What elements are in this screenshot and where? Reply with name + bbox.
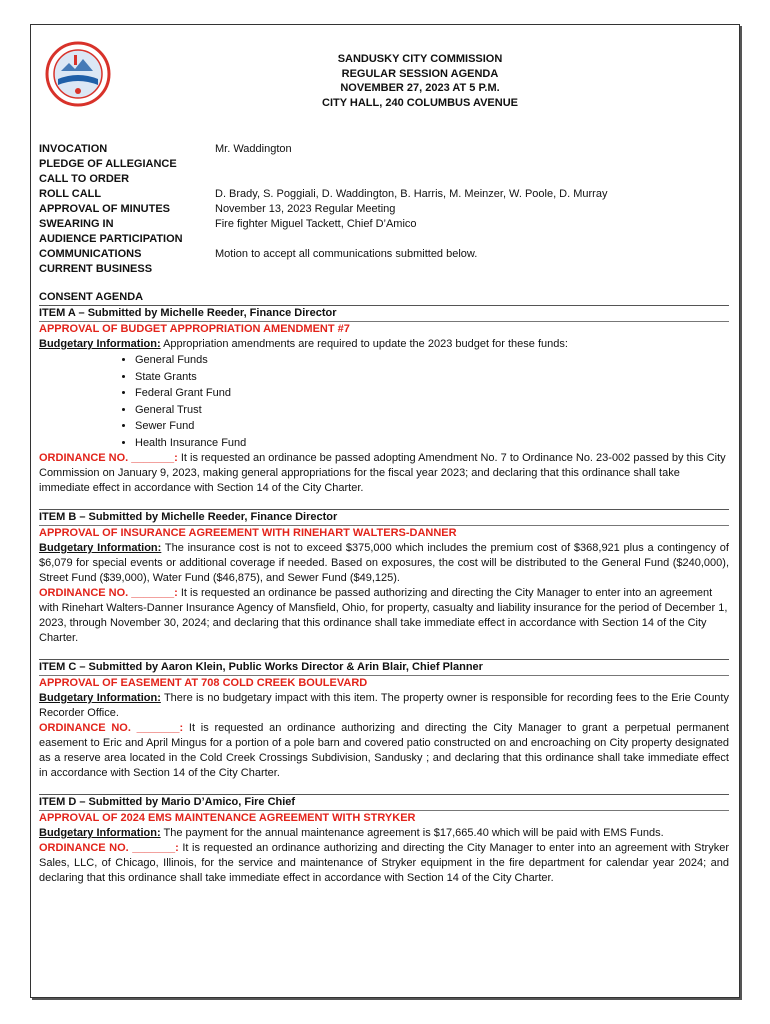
- list-item: • State Grants: [135, 369, 729, 386]
- budget-label: Budgetary Information:: [39, 338, 161, 350]
- agenda-label: ROLL CALL: [39, 188, 102, 200]
- ordinance-text: It is requested an ordinance be passed authorizing and directing the City Manager to enter into an agreement with Rinehart Walters-Danner Insurance Agency of Mansfield, Ohio, for property, casualty and liability insurance for the period of December 1, 2023, through November 30, 2024; and declaring that this ordinance shall take immediate effect in accordance with Section 14 of the City Charter.: [39, 587, 728, 644]
- item-b-title: APPROVAL OF INSURANCE AGREEMENT WITH RINEHART WALTERS-DANNER: [39, 525, 729, 541]
- agenda-header: [31, 52, 739, 110]
- item-b-head: ITEM B – Submitted by Michelle Reeder, Finance Director: [39, 511, 338, 523]
- consent-agenda: [39, 290, 729, 886]
- agenda-label: INVOCATION: [39, 143, 108, 155]
- header-subtitle: REGULAR SESSION AGENDA: [341, 67, 499, 80]
- budget-text: The payment for the annual maintenance agreement is $17,665.40 which will be paid with EMS Funds.: [160, 827, 664, 839]
- item-c-title: APPROVAL OF EASEMENT AT 708 COLD CREEK BOULEVARD: [39, 675, 729, 691]
- list-item: • General Trust: [135, 402, 729, 419]
- header-location: CITY HALL, 240 COLUMBUS AVENUE: [322, 96, 518, 109]
- list-item: • Health Insurance Fund: [135, 435, 729, 452]
- item-c: [39, 659, 729, 781]
- budget-text: Appropriation amendments are required to update the 2023 budget for these funds:: [160, 338, 568, 350]
- item-b: [39, 509, 729, 646]
- item-d: [39, 794, 729, 886]
- item-d-title: APPROVAL OF 2024 EMS MAINTENANCE AGREEMENT WITH STRYKER: [39, 810, 729, 826]
- item-b-ordinance: [39, 586, 729, 646]
- budget-label: Budgetary Information:: [39, 692, 161, 704]
- agenda-value: Motion to accept all communications submitted below.: [215, 248, 478, 260]
- agenda-row: [39, 187, 607, 202]
- budget-text: The insurance cost is not to exceed $375,000 which includes the premium cost of $368,921 plus a contingency of $6,079 for special events or additional coverage if needed. Based on exposures, the cost will be distributed to the General Fund ($240,000), Street Fund ($39,000), Water Fund ($46,875), and Sewer Fund ($49,125).: [39, 542, 729, 584]
- item-d-ordinance: [39, 841, 729, 886]
- ordinance-text: It is requested an ordinance authorizing and directing the City Manager to grant a perpetual permanent easement to Eric and April Mingus for a portion of a pole barn and covered patio constructed on and encroaching on City property designated as a reserve area located in the Cold Creek Crossings Subdivision, Sandusky ; and declaring that this ordinance shall take immediate effect in accordance with Section 14 of the City Charter.: [39, 722, 729, 779]
- item-c-budget: [39, 691, 729, 721]
- item-a: [39, 305, 729, 496]
- header-date: NOVEMBER 27, 2023 AT 5 P.M.: [340, 82, 500, 94]
- budget-text: There is no budgetary impact with this item. The property owner is responsible for recording fees to the Erie County Recorder Office.: [39, 692, 729, 719]
- agenda-label: PLEDGE OF ALLEGIANCE: [39, 158, 177, 170]
- agenda-row: [39, 217, 607, 232]
- item-c-ordinance: [39, 721, 729, 781]
- ordinance-text: It is requested an ordinance be passed adopting Amendment No. 7 to Ordinance No. 23-002 passed by this City Commission on January 9, 2023, making general appropriations for the fiscal year 2023; and declaring that this ordinance shall take immediate effect in accordance with Section 14 of the City Charter.: [39, 452, 726, 494]
- agenda-label: AUDIENCE PARTICIPATION: [39, 233, 183, 245]
- agenda-label: CURRENT BUSINESS: [39, 263, 153, 275]
- agenda-value: November 13, 2023 Regular Meeting: [215, 203, 396, 215]
- ordinance-text: It is requested an ordinance authorizing and directing the City Manager to enter into an agreement with Stryker Sales, LLC, of Chicago, Illinois, for the service and maintenance of Stryker equipment in the fire department for calendar year 2024; and declaring that this ordinance shall take immediate effect in accordance with Section 14 of the City Charter.: [39, 842, 729, 884]
- header-title: SANDUSKY CITY COMMISSION: [337, 53, 503, 65]
- item-a-budget: [39, 337, 729, 352]
- agenda-value: D. Brady, S. Poggiali, D. Waddington, B. Harris, M. Meinzer, W. Poole, D. Murray: [215, 188, 608, 200]
- ordinance-label: ORDINANCE NO. _______:: [39, 587, 178, 599]
- agenda-label: APPROVAL OF MINUTES: [39, 203, 170, 215]
- item-a-title: APPROVAL OF BUDGET APPROPRIATION AMENDMENT #7: [39, 321, 729, 337]
- agenda-row: [39, 247, 607, 262]
- agenda-label: COMMUNICATIONS: [39, 248, 142, 260]
- agenda-list: [39, 142, 607, 277]
- agenda-page: [30, 24, 740, 998]
- item-a-head: ITEM A – Submitted by Michelle Reeder, Finance Director: [39, 307, 337, 319]
- list-item: • Federal Grant Fund: [135, 385, 729, 402]
- agenda-row: [39, 142, 607, 157]
- agenda-row: [39, 157, 607, 172]
- agenda-row: [39, 202, 607, 217]
- funds-list: [39, 352, 729, 451]
- budget-label: Budgetary Information:: [39, 827, 161, 839]
- item-d-budget: [39, 826, 729, 841]
- item-a-ordinance: [39, 451, 729, 496]
- consent-heading: CONSENT AGENDA: [39, 291, 144, 303]
- agenda-label: SWEARING IN: [39, 218, 114, 230]
- list-item: • Sewer Fund: [135, 418, 729, 435]
- item-b-budget: [39, 541, 729, 586]
- agenda-row: [39, 172, 607, 187]
- list-item: • General Funds: [135, 352, 729, 369]
- ordinance-label: ORDINANCE NO. _______:: [39, 722, 184, 734]
- ordinance-label: ORDINANCE NO. _______:: [39, 842, 179, 854]
- agenda-row: [39, 232, 607, 247]
- agenda-label: CALL TO ORDER: [39, 173, 130, 185]
- budget-label: Budgetary Information:: [39, 542, 162, 554]
- agenda-value: Mr. Waddington: [215, 143, 292, 155]
- item-d-head: ITEM D – Submitted by Mario D’Amico, Fire Chief: [39, 796, 296, 808]
- agenda-value: Fire fighter Miguel Tackett, Chief D’Amico: [215, 218, 417, 230]
- item-c-head: ITEM C – Submitted by Aaron Klein, Public Works Director & Arin Blair, Chief Planner: [39, 661, 483, 673]
- ordinance-label: ORDINANCE NO. _______:: [39, 452, 178, 464]
- agenda-row: [39, 262, 607, 277]
